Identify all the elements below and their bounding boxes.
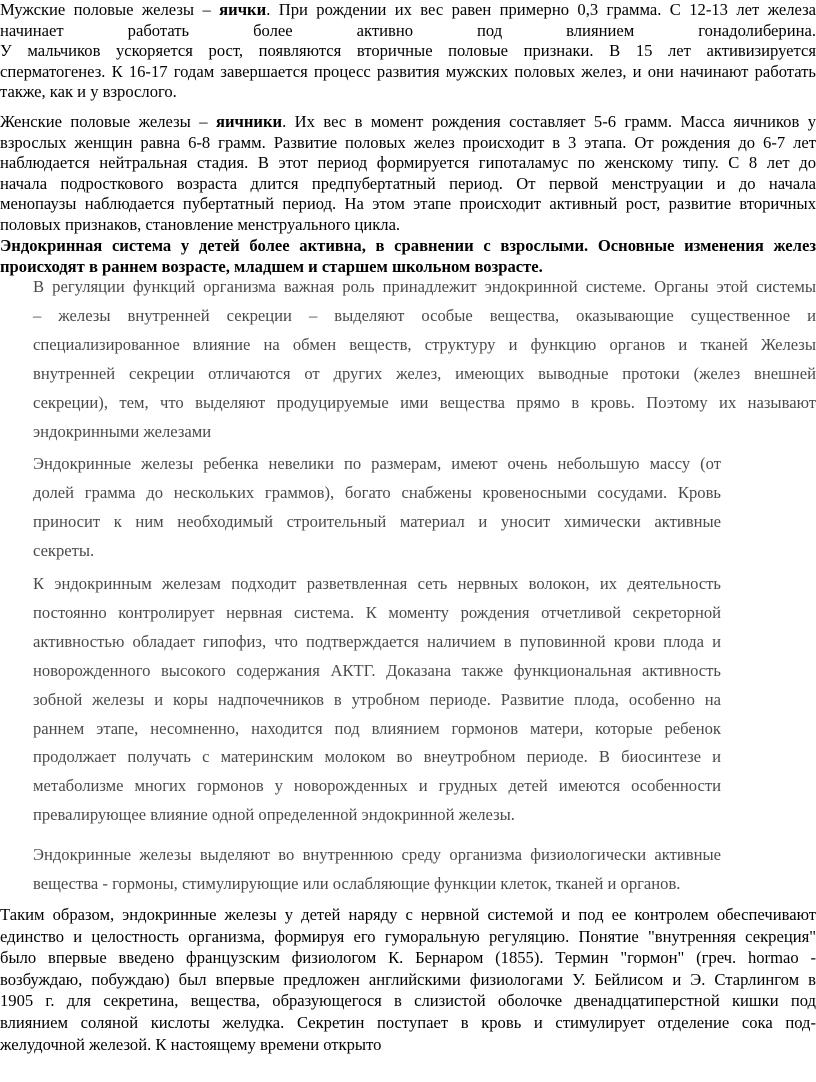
text-run: внутренней секреции отличаются от других желез, имеющих выводные протоки (желез внешней	[33, 363, 816, 383]
text-line	[33, 570, 721, 599]
text-line	[0, 215, 816, 236]
text-run: У мальчиков ускоряется рост, появляются вторичные половые признаки. В 15 лет активизируется	[0, 41, 816, 61]
text-line	[33, 870, 721, 899]
text-run: эндокринными железами	[33, 421, 212, 441]
text-run: секреции), тем, что выделяют продуцируемые ими вещества прямо в кровь. Поэтому их называют	[33, 392, 816, 412]
bold-text-run: Эндокринная система у детей более активна, в сравнении с взрослыми. Основные изменения желез	[0, 236, 816, 255]
text-run: Таким образом, эндокринные железы у детей наряду с нервной системой и под ее контролем обеспечивают	[0, 905, 816, 924]
text-run: – железы внутренней секреции – выделяют особые вещества, оказывающие существенное и	[33, 305, 816, 325]
text-run: приносит к ним необходимый строительный материал и уносит химически активные	[33, 511, 721, 531]
text-run: менопаузы наблюдается пубертатный период. На этом этапе происходит активный рост, развитие вторичных	[0, 194, 816, 214]
text-line	[33, 537, 721, 566]
text-line	[0, 133, 816, 154]
text-line	[33, 715, 721, 744]
text-run: возбуждаю, побуждаю) был впервые предложен английскими физиологами У. Бейлисом и Э. Старлингом в	[0, 969, 816, 989]
text-line	[33, 273, 816, 302]
text-run: специализированное влияние на обмен веществ, структуру и функцию органов и тканей Железы	[33, 334, 816, 354]
text-line	[0, 0, 816, 21]
text-run: продолжает получать с материнским молоком во внеутробном периоде. В биосинтезе и	[33, 747, 721, 767]
text-run: секреты.	[33, 540, 95, 560]
text-line	[0, 194, 816, 215]
text-line	[0, 62, 816, 83]
paragraph-endocrine-activity-bold	[0, 236, 816, 277]
text-run: . Их вес в момент рождения составляет 5-6 грамм. Масса яичников у	[282, 112, 816, 131]
text-line	[33, 360, 816, 389]
text-line	[33, 508, 721, 537]
text-line	[33, 389, 816, 418]
text-line	[33, 599, 721, 628]
text-run: половых признаков, становление менструального цикла.	[0, 214, 401, 234]
text-line	[33, 841, 721, 870]
text-run: превалирующее влияние одной определенной эндокринной железы.	[33, 805, 515, 825]
bold-text-run: яички	[219, 0, 267, 19]
text-run: К эндокринным железам подходит разветвленная сеть нервных волокон, их деятельность	[33, 574, 721, 593]
text-line	[33, 657, 721, 686]
text-run: также, как и у взрослого.	[0, 82, 177, 102]
text-line	[33, 302, 816, 331]
text-run: Мужские половые железы –	[0, 0, 220, 19]
text-run: вещества - гормоны, стимулирующие или ослабляющие функции клеток, тканей и органов.	[33, 873, 681, 893]
text-line	[0, 21, 816, 42]
text-line	[0, 41, 816, 62]
text-run: Женские половые железы –	[0, 112, 216, 131]
text-line	[0, 947, 816, 969]
paragraph-female-glands	[0, 112, 816, 236]
text-line	[0, 1034, 816, 1056]
text-run: Эндокринные железы ребенка невелики по размерам, имеют очень небольшую массу (от	[33, 454, 721, 473]
text-run: желудочной железой. К настоящему времени открыто	[0, 1034, 382, 1054]
text-line	[0, 990, 816, 1012]
text-line	[33, 479, 721, 508]
text-run: было впервые введено французским физиологом К. Бернаром (1855). Термин "гормон" (греч. hormao -	[0, 948, 816, 968]
bold-text-run: происходят в раннем возрасте, младшем и старшем школьном возрасте.	[0, 256, 543, 276]
text-run: начала подросткового возраста длится предпубертатный период. От первой менструации и до начала	[0, 173, 816, 193]
text-line	[0, 82, 816, 103]
text-run: активностью обладает гипофиз, что подтверждается наличием в пуповинной крови плода и	[33, 631, 721, 651]
text-line	[33, 686, 721, 715]
text-run: В регуляции функций организма важная роль принадлежит эндокринной системе. Органы этой системы	[33, 277, 816, 296]
paragraph-child-glands-size	[33, 450, 721, 566]
text-line	[0, 969, 816, 991]
text-line	[0, 153, 816, 174]
text-run: метаболизме многих гормонов у новорожденных и грудных детей имеются особенности	[33, 776, 721, 796]
text-run: . При рождении их вес равен примерно 0,3 грамма. С 12-13 лет железа	[266, 0, 816, 19]
text-line	[33, 331, 816, 360]
text-run: постоянно контролирует нервная система. К моменту рождения отчетливой секреторной	[33, 602, 721, 622]
text-line	[0, 1012, 816, 1034]
paragraph-nerve-control	[33, 570, 721, 830]
text-run: наблюдается нейтральная стадия. В этот период формируется гипоталамус по женскому типу. С 8 лет до	[0, 153, 816, 173]
text-run: 1905 г. для секретина, вещества, образующегося в слизистой оболочке двенадцатиперстной кишки под	[0, 991, 816, 1011]
text-line	[0, 236, 816, 257]
text-run: начинает работать более активно под влиянием гонадолиберина.	[0, 20, 816, 40]
text-line	[33, 628, 721, 657]
text-line	[33, 418, 816, 447]
paragraph-endocrine-regulation	[33, 273, 816, 446]
text-run: влиянием соляной кислоты желудка. Секретин поступает в кровь и стимулирует отделение сока под-	[0, 1012, 816, 1032]
bold-text-run: яичники	[215, 112, 283, 131]
text-run: единство и целостность организма, формируя его гуморальную регуляцию. Понятие "внутренняя секреция"	[0, 926, 816, 946]
text-line	[0, 904, 816, 926]
text-run: раннем этапе, несомненно, находится под влиянием гормонов матери, которые ребенок	[33, 718, 721, 738]
text-line	[0, 174, 816, 195]
text-line	[0, 926, 816, 948]
text-run: сперматогенез. К 16-17 годам завершается процесс развития мужских половых желез, и они начинают работать	[0, 61, 816, 81]
text-line	[33, 801, 721, 830]
text-run: долей грамма до нескольких граммов), богато снабжены кровеносными сосудами. Кровь	[33, 482, 721, 502]
text-run: зобной железы и коры надпочечников в утробном периоде. Развитие плода, особенно на	[33, 689, 721, 709]
text-line	[33, 772, 721, 801]
paragraph-hormones	[33, 841, 721, 899]
text-line	[33, 743, 721, 772]
text-line	[33, 450, 721, 479]
text-run: взрослых женщин равна 6-8 грамм. Развитие половых желез происходит в 3 этапа. От рождения до 6-7 лет	[0, 132, 816, 152]
text-line	[0, 112, 816, 133]
paragraph-humoral-regulation	[0, 904, 816, 1055]
paragraph-male-glands	[0, 0, 816, 103]
text-run: Эндокринные железы выделяют во внутреннюю среду организма физиологически активные	[33, 845, 721, 864]
text-run: новорожденного высокого содержания АКТГ. Доказана также функциональная активность	[33, 660, 721, 680]
